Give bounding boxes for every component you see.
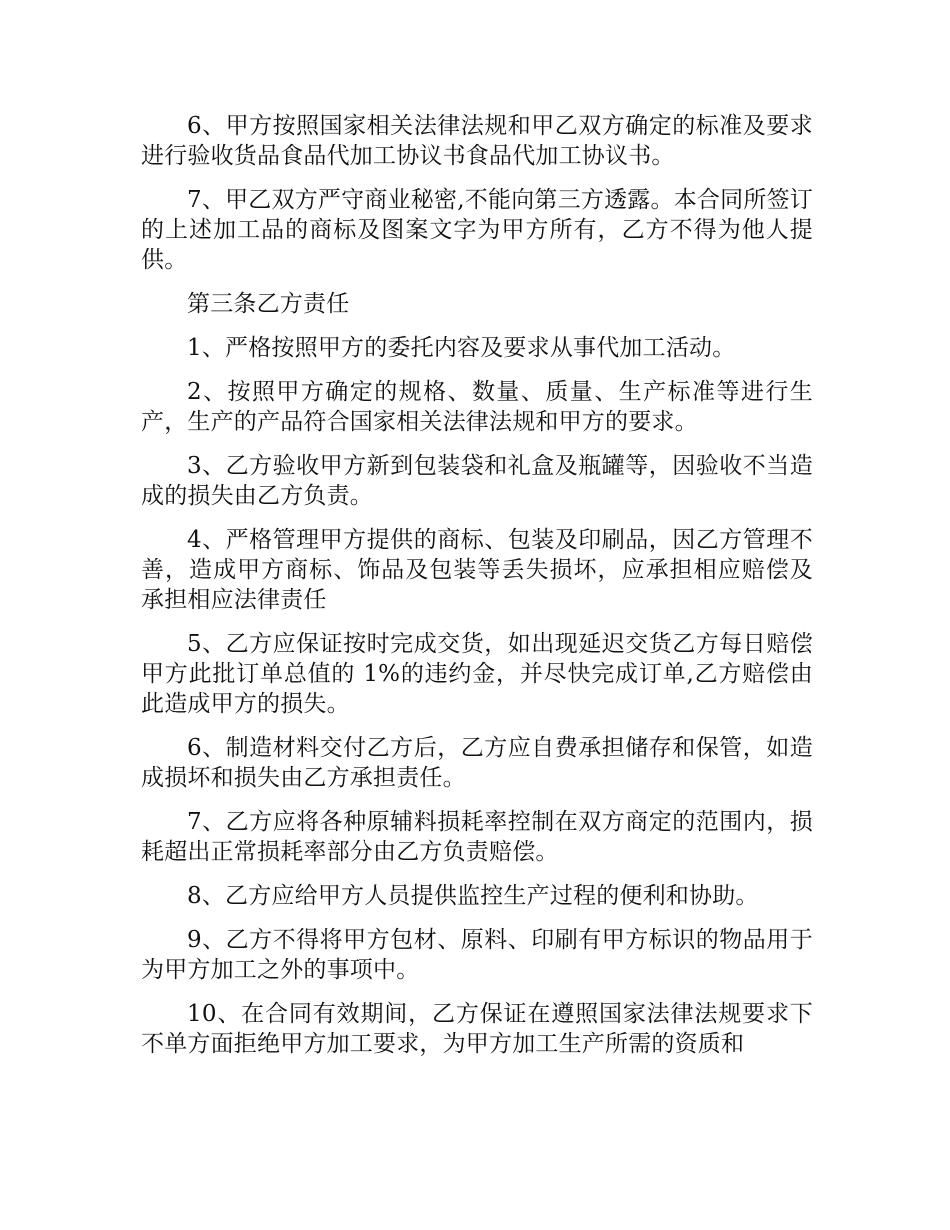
section-heading-party-b-duties: 第三条乙方责任 (187, 291, 350, 317)
paragraph-b-clause-2: 2、按照甲方确定的规格、数量、质量、生产标准等进行生产，生产的产品符合国家相关法律法规和甲方的要求。 (141, 379, 813, 435)
paragraph-b-clause-10: 10、在合同有效期间，乙方保证在遵照国家法律法规要求下不单方面拒绝甲方加工要求，为甲方加工生产所需的资质和 (141, 1001, 813, 1057)
paragraph-b-clause-6: 6、制造材料交付乙方后，乙方应自费承担储存和保管，如造成损坏和损失由乙方承担责任。 (141, 735, 813, 791)
paragraph-clause-6-acceptance: 6、甲方按照国家相关法律法规和甲乙双方确定的标准及要求进行验收货品食品代加工协议书食品代加工协议书。 (141, 113, 813, 169)
paragraph-b-clause-7: 7、乙方应将各种原辅料损耗率控制在双方商定的范围内，损耗超出正常损耗率部分由乙方负责赔偿。 (141, 809, 813, 865)
paragraph-b-clause-8: 8、乙方应给甲方人员提供监控生产过程的便利和协助。 (187, 883, 759, 909)
paragraph-b-clause-4: 4、严格管理甲方提供的商标、包装及印刷品，因乙方管理不善，造成甲方商标、饰品及包装等丢失损坏，应承担相应赔偿及承担相应法律责任 (141, 527, 813, 613)
paragraph-b-clause-3: 3、乙方验收甲方新到包装袋和礼盒及瓶罐等，因验收不当造成的损失由乙方负责。 (141, 453, 813, 509)
paragraph-b-clause-1: 1、严格按照甲方的委托内容及要求从事代加工活动。 (187, 335, 736, 361)
paragraph-b-clause-5: 5、乙方应保证按时完成交货，如出现延迟交货乙方每日赔偿甲方此批订单总值的 1%的违约金，并尽快完成订单,乙方赔偿由此造成甲方的损失。 (141, 631, 813, 717)
document-body (141, 111, 813, 1073)
paragraph-b-clause-9: 9、乙方不得将甲方包材、原料、印刷有甲方标识的物品用于为甲方加工之外的事项中。 (141, 927, 813, 983)
paragraph-clause-7-confidentiality: 7、甲乙双方严守商业秘密,不能向第三方透露。本合同所签订的上述加工品的商标及图案文字为甲方所有，乙方不得为他人提供。 (141, 187, 813, 273)
